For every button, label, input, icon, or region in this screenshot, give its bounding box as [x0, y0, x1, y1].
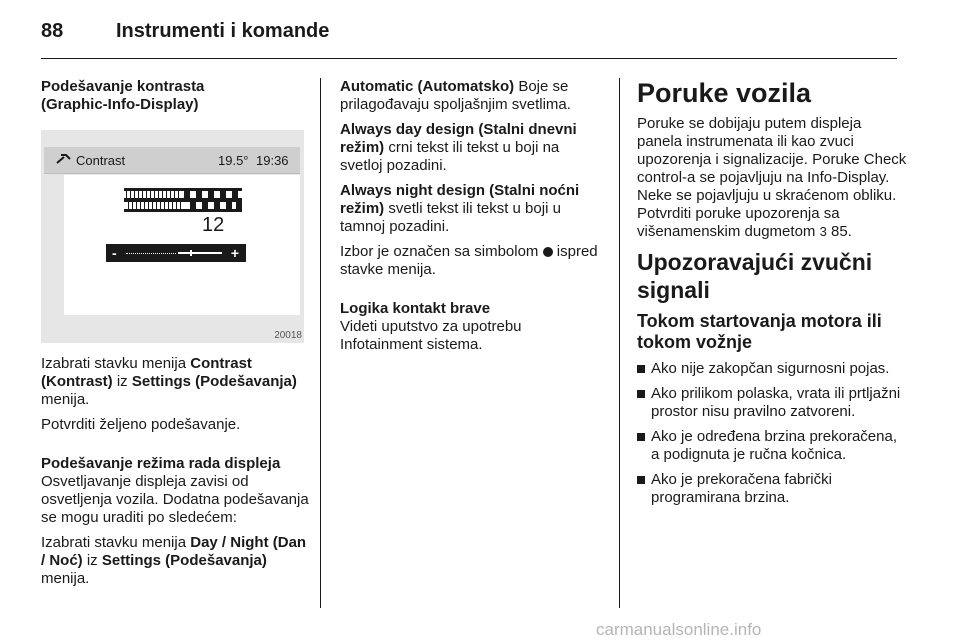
contrast-value: 12 [202, 214, 225, 236]
contrast-slider[interactable] [106, 244, 246, 262]
list-item: Ako prilikom polaska, vrata ili prtljažni prostor nisu pravilno zatvoreni. [637, 385, 907, 421]
bullet-square-icon [637, 433, 645, 441]
ignition-logic-text: Videti uputstvo za upotrebu Infotainment sistema. [340, 318, 522, 353]
display-mode-description: Osvetljavanje displeja zavisi od osvetljenja vozila. Dodatna podešavanja se mogu uraditi po sledećem: [41, 473, 309, 526]
display-screen [44, 147, 300, 316]
contrast-test-pattern [124, 188, 242, 212]
automatic-mode: Automatic (Automatsko) Boje se prilagođavaju spoljašnjim svetlima. [340, 78, 571, 113]
display-temperature: 19.5° [218, 153, 249, 168]
engine-start-driving-heading: Tokom startovanja motora ili tokom vožnje [637, 311, 882, 352]
column-divider-2 [619, 78, 620, 608]
list-item: Ako je određena brzina prekoračena, a podignuta je ručna kočnica. [637, 428, 907, 464]
warning-chimes-title: Upozoravajući zvučni signali [637, 249, 873, 303]
column-3 [637, 78, 907, 514]
column-2 [340, 78, 605, 361]
page-title: Instrumenti i komande [116, 20, 330, 42]
selected-dot-icon [543, 247, 553, 257]
day-night-instruction: Izabrati stavku menija Day / Night (Dan / Noć) iz Settings (Podešavanja) menija. [41, 534, 307, 587]
ignition-logic-heading: Logika kontakt brave [340, 300, 491, 317]
column-divider-1 [320, 78, 321, 608]
slider-plus: + [230, 245, 239, 261]
vehicle-messages-text: Poruke se dobijaju putem displeja panela instrumenata ili kao zvuci upozorenja i signalizacije. Poruke Check control-a se pojavljuju na Info-Display. Neke se pojavljuju u skraćenom obliku. Potvrditi poruke upozorenja sa višenamenskim dugmetom 3 85. [637, 115, 907, 240]
list-item: Ako nije zakopčan sigurnosni pojas. [637, 360, 907, 378]
slider-minus: - [112, 245, 117, 261]
confirm-instruction: Potvrditi željeno podešavanje. [41, 416, 241, 433]
display-mode-heading: Podešavanje režima rada displeja [41, 455, 281, 472]
slider-track-solid [178, 252, 222, 254]
night-design-mode: Always night design (Stalni noćni režim) svetli tekst ili tekst u boji u tamnoj pozadini. [340, 182, 580, 235]
display-contrast-label: Contrast [76, 153, 126, 168]
list-item: Ako je prekoračena fabrički programirana brzina. [637, 471, 907, 507]
figure-number: 20018 [274, 330, 302, 341]
display-time: 19:36 [256, 153, 289, 168]
bullet-square-icon [637, 365, 645, 373]
bullet-square-icon [637, 390, 645, 398]
header-rule [41, 58, 897, 59]
selection-note: Izbor je označen sa simbolom ispred stavke menija. [340, 243, 598, 278]
display-illustration [41, 130, 304, 343]
slider-track-dotted [126, 253, 176, 254]
watermark: carmanualsonline.info [596, 620, 762, 639]
page-number: 88 [41, 20, 64, 42]
column-1 [41, 78, 311, 595]
contrast-instruction: Izabrati stavku menija Contrast (Kontrast) iz Settings (Podešavanja) menija. [41, 355, 297, 408]
day-design-mode: Always day design (Stalni dnevni režim) crni tekst ili tekst u boji na svetloj pozadini. [340, 121, 577, 174]
contrast-heading: Podešavanje kontrasta (Graphic-Info-Display) [41, 78, 205, 113]
vehicle-messages-title: Poruke vozila [637, 78, 812, 108]
settings-wrench-icon [56, 153, 72, 165]
bullet-square-icon [637, 476, 645, 484]
slider-knob [190, 250, 192, 256]
warning-list [637, 360, 907, 507]
page-ref-arrow-icon: 3 [819, 224, 827, 239]
display-status-bar [44, 147, 300, 174]
